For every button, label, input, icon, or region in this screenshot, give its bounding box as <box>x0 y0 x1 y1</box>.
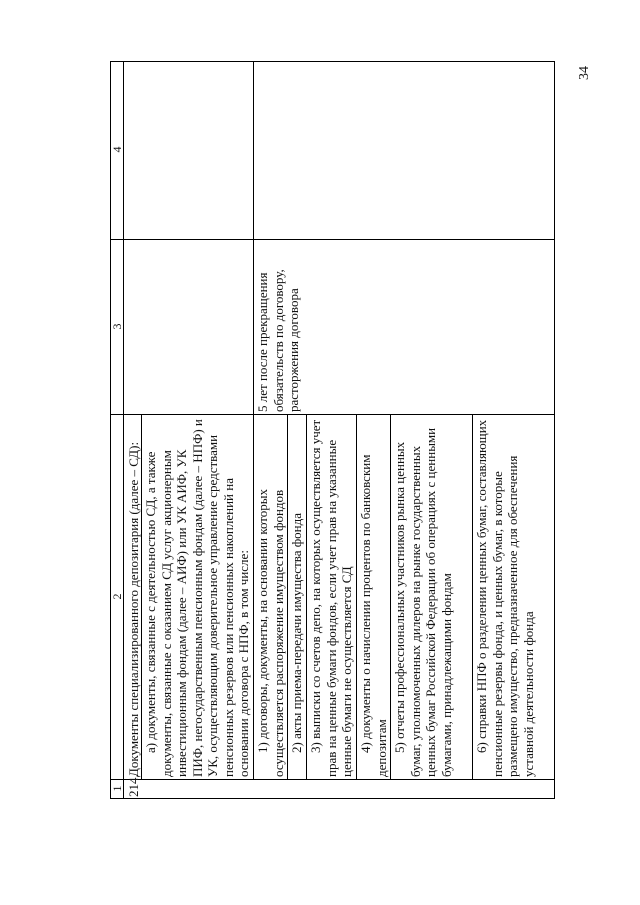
column-divider <box>110 239 555 240</box>
item-1: 1) договоры, документы, на основании которых осуществляется распоряжение имуществом фондов <box>255 488 286 777</box>
column-divider <box>110 779 555 780</box>
table-border-right <box>110 61 555 62</box>
records-table <box>110 61 555 799</box>
page-number: 34 <box>577 66 592 80</box>
table-border-bottom <box>554 61 555 799</box>
row-divider <box>141 415 142 780</box>
row-divider <box>472 415 473 780</box>
item-2: 2) акты приема-передачи имущества фонда <box>289 512 304 753</box>
row-divider <box>306 415 307 780</box>
row-divider <box>356 415 357 780</box>
row-divider <box>390 415 391 780</box>
item-5: 5) отчеты профессиональных участников рынка ценных бумаг, уполномоченных дилеров на рынке государственных ценных бумаг Российской Федерации об операциях с ценными бумагами, принадлежащими фондам <box>392 427 454 777</box>
row-divider <box>253 61 254 780</box>
item-6: 6) справки НПФ о разделении ценных бумаг, составляющих пенсионные резервы фонда, и ценных бумаг, в которые размещено имущество, предназначенное для обеспечения уставной деятельности фонда <box>474 419 536 777</box>
row-title: Документы специализированного депозитария (далее – СД): <box>126 441 141 777</box>
table-border-left <box>110 798 555 799</box>
item-4: 4) документы о начислении процентов по банковским депозитам <box>358 454 389 777</box>
row-number: 214. <box>126 774 141 797</box>
header-col-2: 2 <box>110 593 124 600</box>
header-col-3: 3 <box>110 323 124 330</box>
column-divider <box>110 414 555 415</box>
row-divider <box>287 415 288 780</box>
item-a: а) документы, связанные с деятельностью СД, а также документы, связанные с оказанием СД услуг акционерным инвестиционным фондам (далее – АИФ) или УК АИФ, УК ПИФ, негосударственным пенсионным фондам (далее – НПФ) и УК, осуществляющим доверительное управление средствами пенсионных резервов или пенсионных накоплений на основании договора с НПФ, в том числе: <box>143 419 251 777</box>
item-3: 3) выписки со счетов депо, на которых осуществляется учет прав на ценные бумаги фондов, если учет прав на указанные ценные бумаги не осуществляется СД <box>308 419 354 777</box>
table-header-row <box>110 61 124 799</box>
header-col-1: 1 <box>110 785 124 792</box>
header-col-4: 4 <box>110 146 124 153</box>
term-1: 5 лет после прекращения обязательств по договору, расторжения договора <box>255 269 301 412</box>
